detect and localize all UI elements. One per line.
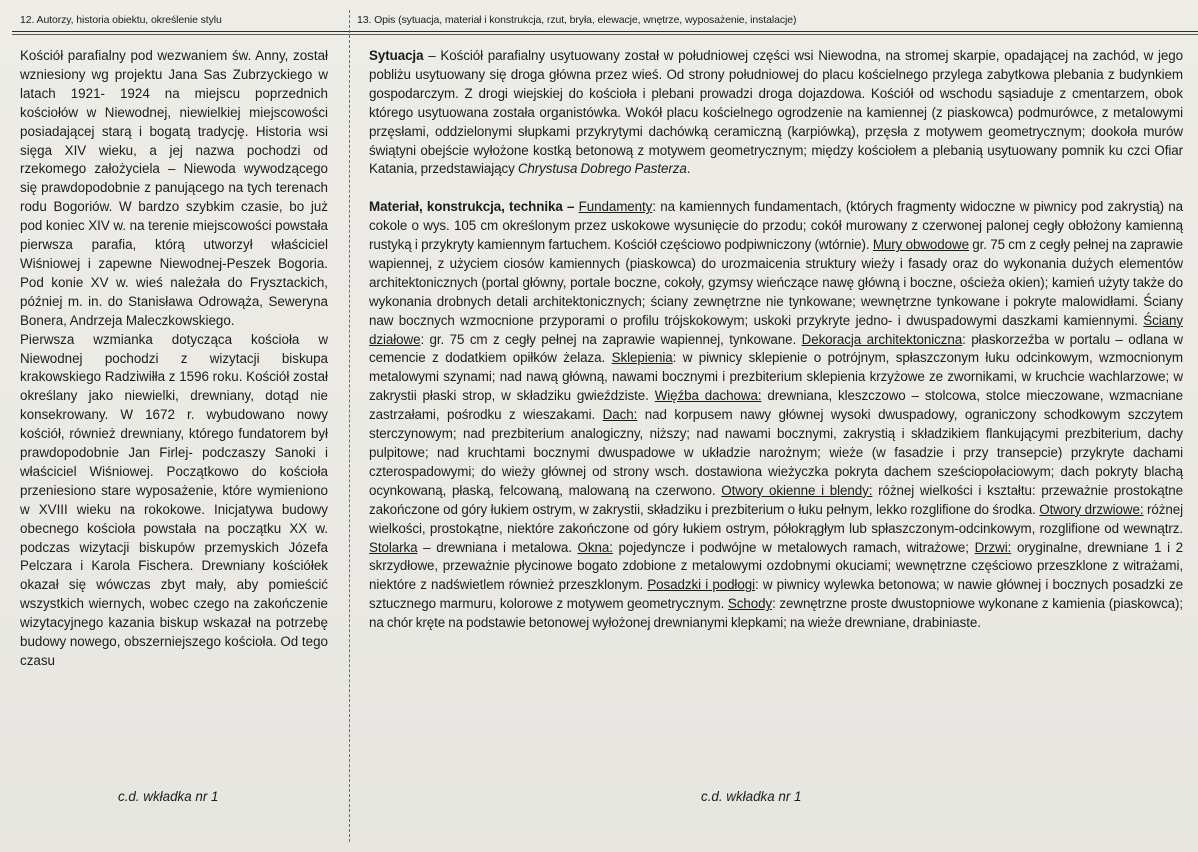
header-rule-lower (12, 34, 1198, 35)
label-fundamenty: Fundamenty (578, 199, 653, 215)
situation-end: . (686, 161, 691, 177)
text-stolarka: – drewniana i metalowa. (417, 539, 578, 555)
label-sciany: Ściany działowe (369, 312, 1183, 347)
label-wiezba: Więźba dachowa: (654, 388, 762, 404)
section-13-header: 13. Opis (sytuacja, materiał i konstrukcja, rzut, bryła, elewacje, wnętrze, wyposażenie, instalacje) (357, 14, 797, 26)
text-otwory-drzwiowe: różnej wielkości, prostokątne, niektóre zakończone od góry łukiem ostrym, półokrągłym lub spłaszczonym-odcinkowym, rozglifione od wewnątrz. (369, 501, 1184, 536)
text-mury: gr. 75 cm z cegły pełnej na zaprawie wapiennej, z użyciem ciosów kamiennych (piaskowca) do urozmaicenia struktury wieży i fasady oraz do wykonania dużych elementów architektonicznych (portal główny, portale boczne, cokoły, gzymsy wieńczące nawę główną i boczne, ościeża okien); kamień użyty także do wykonania drobnych detali architektonicznych; ściany zewnętrzne nie tynkowane; wewnętrzne tynkowane i pokryte malowidłami. Ściany naw bocznych wzmocnione przyporami o profilu trójskokowym; uskoki przykryte jedno- i dwuspadowymi daszkami kamiennymi. (369, 237, 1183, 328)
label-otwory-okienne: Otwory okienne i blendy: (721, 482, 873, 498)
text-schody: : zewnętrzne proste dwustopniowe wykonane z kamienia (piaskowca); na chór kręte na podstawie betonowej wyłożonej drewnianymi klepkami; na wieże drewniane, drabiniaste. (369, 596, 1183, 631)
text-drzwi: oryginalne, drewniane 1 i 2 skrzydłowe, przeważnie płycinowe bogato zdobione z metalowymi ozdobnymi okuciami; wewnętrzne częściowo przeszklone z witrażami, niektóre z nadświetlem również przeszklonym. (369, 539, 1184, 593)
monument-title: Chrystusa Dobrego Pasterza (517, 161, 687, 177)
history-paragraph-1: Kościół parafialny pod wezwaniem św. Anny, został wzniesiony wg projektu Jana Sas Zubrzyckiego w latach 1921- 1924 na miejscu poprzednich kościołów w Niewodnej, niewielkiej miejscowości posiadającej starą i bogatą tradycję. Historia wsi sięga XIV wieku, a jej nazwa pochodzi od rzekomego założyciela – Niewoda wywodzącego się prawdopodobnie z panującego na tych terenach rodu Bogoriów. W bardzo szybkim czasie, bo już pod koniec XIV w. na terenie miejscowości powstała pierwsza parafia, którą utworzył właściciel Wiśniowej i zapewne Niewodnej-Peszek Bogoria. Pod konie XV w. wieś należała do Frysztackich, później m. in. do Stanisława Odrowąża, Seweryna Bonera, Andrzeja Maleczkowskiego. (20, 48, 328, 328)
text-otwory-okienne: różnej wielkości i kształtu: przeważnie prostokątne zakończone od góry łukiem ostrym, w zakrystii, składziku i prezbiterium o łuku pełnym, lekko rozglifione do środka. (369, 482, 1183, 517)
text-wiezba: drewniana, kleszczowo – stolcowa, stolce mieczowane, wzmacniane zastrzałami, pośrodku z wieszakami. (369, 388, 1184, 423)
label-okna: Okna: (577, 539, 613, 555)
text-sklepienia: : w piwnicy sklepienie o potrójnym, spłaszczonym łuku odcinkowym, wzmocnionym metalowymi szynami; nad nawą główną, nawami bocznymi i prezbiterium sklepienia krzyżowe ze zwornikami, w kruchcie wachlarzowe; w zakrystii płaski strop, w składziku gwieździste. (369, 350, 1183, 404)
label-otwory-drzwiowe: Otwory drzwiowe: (1039, 501, 1144, 517)
text-dekoracja: : płaskorzeźba w portalu – odlana w cemencie z dodatkiem opiłków żelaza. (369, 331, 1183, 366)
label-mury: Mury obwodowe (872, 237, 969, 253)
material-paragraph (369, 198, 1183, 633)
header-rule (12, 31, 1198, 32)
label-dekoracja: Dekoracja architektoniczna (801, 331, 963, 347)
text-dach: nad korpusem nawy głównej wysoki dwuspadowy, ograniczony schodkowym szczytem sterczynowym; nad prezbiterium analogiczny, niższy; nad nawami bocznymi, zakrystią i składzikiem flankującymi prezbiterium, dachy pulpitowe; nad kruchtami bocznymi dwuspadowe w układzie narożnym; wieże (w fasadzie i przy transepcie) przykryte dachami czterospadowymi; do wieży głównej od strony wsch. dostawiona wieżyczka pokryta dachem sześciopołaciowym; dach pokryty blachą ocynkowaną, płaską, felcowaną, malowaną na czerwono. (369, 407, 1183, 498)
description-column (369, 47, 1183, 633)
text-posadzki: : w piwnicy wylewka betonowa; w nawie głównej i bocznych posadzki ze sztucznego marmuru, kolorowe z motywem geometrycznym. (369, 577, 1184, 612)
label-posadzki: Posadzki i podłogi (647, 577, 755, 593)
history-paragraph-2: Pierwsza wzmianka dotycząca kościoła w Niewodnej pochodzi z wizytacji biskupa krakowskiego Radziwiłła z 1596 roku. Kościół został określany jako niewielki, drewniany, dotąd nie konsekrowany. W 1672 r. wybudowano nowy kościół, również drewniany, którego fundatorem był prawdopodobnie Jan Firlej- podczaszy Sanoki i właściciel Wiśniowej. Początkowo do kościoła przeniesiono stare wyposażenie, które wymieniono w XVIII wieku na rokokowe. Inicjatywa budowy obecnego kościoła powstała na początku XX w. podczas wizytacji biskupów przemyskich Józefa Pelczara i Karola Fischera. Drewniany kościółek okazał się wówczas zbyt mały, aby pomieścić wszystkich wiernych, wobec czego na zakończenie wizytacyjnego kazania biskup wskazał na potrzebę budowy nowego, obszerniejszego kościoła. Od tego czasu (20, 331, 328, 668)
right-continuation-note: c.d. wkładka nr 1 (701, 789, 802, 804)
text-okna: pojedyncze i podwójne w metalowych ramach, witrażowe; (612, 539, 975, 555)
history-column (20, 47, 328, 671)
column-divider (349, 10, 350, 842)
section-12-header: 12. Autorzy, historia obiektu, określenie stylu (20, 14, 222, 26)
label-schody: Schody (727, 596, 773, 612)
situation-text: – Kościół parafialny usytuowany został w południowej części wsi Niewodna, na stromej skarpie, opadającej na zachód, w jego pobliżu usytuowany się droga główna przez wieś. Od strony południowej do placu kościelnego przylega zabytkowa plebania z budynkiem gospodarczym. Z drogi wiejskiej do kościoła i plebani prowadzi droga dojazdowa. Kościół od wschodu sąsiaduje z cmentarzem, obok którego usytuowana została organistówka. Wokół placu kościelnego ogrodzenie na kamiennej (z piaskowca) podmurówce, z metalowymi przęsłami, oddzielonymi słupkami przykrytymi dachówką ceramiczną (karpiówką), przęsła z motywem geometrycznym; dookoła murów świątyni obejście wyłożone kostką betonową z motywem geometrycznym; między kościołem a plebanią usytuowany pomnik ku czci Ofiar Katania, przedstawiający (369, 48, 1183, 177)
situation-heading: Sytuacja (369, 48, 424, 63)
left-continuation-note: c.d. wkładka nr 1 (118, 789, 219, 804)
label-stolarka: Stolarka (369, 539, 418, 555)
material-heading: Materiał, konstrukcja, technika – (369, 199, 575, 215)
label-dach: Dach: (602, 407, 638, 423)
text-fundamenty: : na kamiennych fundamentach, (których fragmenty widoczne w piwnicy pod zakrystią) na cokole o wys. 105 cm określonym przez uskokowe wysunięcie do przodu; cokół murowany z czerwonej palonej cegły obłożony kamienną rustyką i przykryty kamiennym fartuchem. Kościół częściowo podpiwniczony (wtórnie). (369, 199, 1184, 253)
label-drzwi: Drzwi: (974, 539, 1012, 555)
label-sklepienia: Sklepienia (611, 350, 673, 366)
text-sciany: : gr. 75 cm z cegły pełnej na zaprawie wapiennej, tynkowane. (420, 331, 802, 347)
situation-paragraph (369, 47, 1183, 179)
